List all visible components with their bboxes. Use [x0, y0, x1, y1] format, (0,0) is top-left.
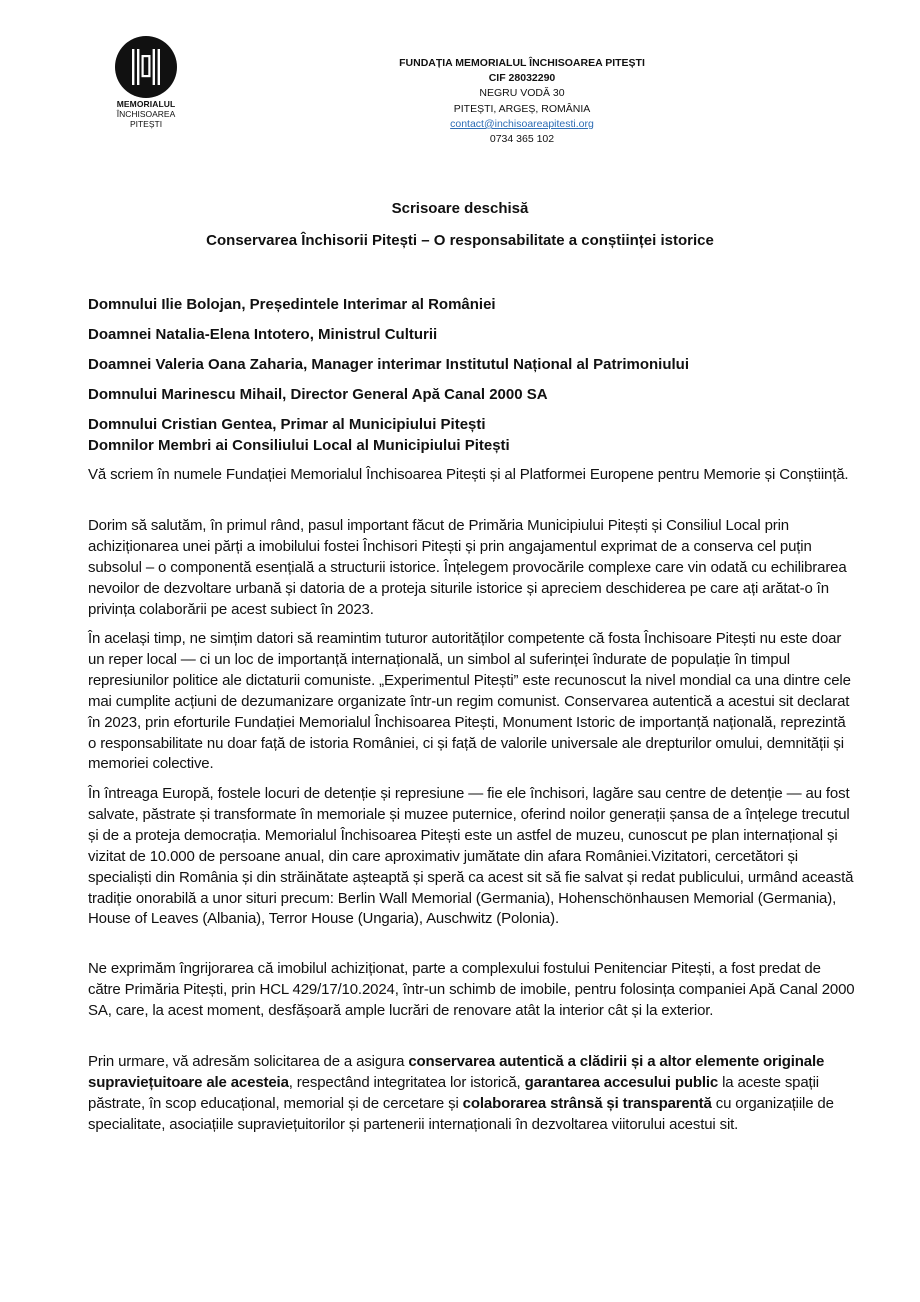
- final-emphasis: colaborarea strânsă și transparentă: [462, 1094, 712, 1112]
- letter-title: Scrisoare deschisă: [391, 200, 529, 217]
- body-paragraph-5: Ne exprimăm îngrijorarea că imobilul achiziționat, parte a complexului fostului Penitenciar Pitești, a fost predat de către Primăria Pitești, prin HCL 429/17/10.2024, într-un schimb de imobile, pentru folosința companiei Apă Canal 2000 SA, care, la acest moment, desfășoară ample lucrări de renovare atât la interior cât și la exterior.: [88, 960, 855, 1019]
- email-link[interactable]: contact@inchisoareapitesti.org: [450, 117, 594, 130]
- memorial-logo: [104, 36, 188, 129]
- prison-bars-logo-icon: [115, 36, 177, 98]
- final-emphasis: conservarea autentică a clădirii și a altor elemente originale supraviețuitoare ale acesteia: [88, 1053, 825, 1091]
- addressee: Domnului Marinescu Mihail, Director General Apă Canal 2000 SA: [88, 386, 548, 403]
- addressee: Domnilor Membri ai Consiliului Local al Municipiului Pitești: [88, 437, 510, 454]
- org-city: PITEȘTI, ARGEȘ, ROMÂNIA: [453, 102, 591, 115]
- org-name: FUNDAȚIA MEMORIALUL ÎNCHISOAREA PITEȘTI: [399, 57, 645, 69]
- body-paragraph-3: În același timp, ne simțim datori să reamintim tuturor autorităților competente că fosta Închisoare Pitești nu este doar un reper local — ci un loc de importanță internațională, un simbol al suferinței îndurate de populație în timpul represiunilor politice ale dictaturii comuniste. „Experimentul Pitești” este recunoscut la nivel mondial ca una dintre cele mai cumplite acțiuni de dezumanizare organizate într-un regim comunist. Conservarea autentică a acestui sit declarat în 2023, prin eforturile Fundației Memorialul Închisoarea Pitești, Monument Istoric de importanță națională, reprezintă o responsabilitate nu doar față de istoria României, ci și față de valorile universale ale drepturilor omului, demnității și memoriei colective.: [88, 630, 851, 773]
- letter-subtitle: Conservarea Închisorii Pitești – O responsabilitate a conștiinței istorice: [206, 232, 714, 249]
- final-text: Prin urmare, vă adresăm solicitarea de a asigura: [88, 1053, 409, 1070]
- addressee: Doamnei Natalia-Elena Intotero, Ministrul Culturii: [88, 326, 438, 343]
- final-text: la aceste spații păstrate, în scop educațional, memorial și de cercetare și: [88, 1073, 819, 1112]
- final-text: cu organizațiile de specialitate, asociațiile supraviețuitorilor și partenerii internaționali în dezvoltarea viitorului acestui sit.: [88, 1094, 834, 1133]
- addressee: Domnului Cristian Gentea, Primar al Municipiului Pitești: [88, 416, 486, 433]
- logo-text-line2: ÎNCHISOAREA PITEȘTI: [116, 109, 176, 129]
- org-cif: CIF 28032290: [488, 72, 556, 85]
- body-paragraph-1: Vă scriem în numele Fundației Memorialul Închisoarea Pitești și al Platformei Europene pentru Memorie și Conștiință.: [88, 466, 849, 483]
- addressee: Domnului Ilie Bolojan, Președintele Interimar al României: [88, 296, 496, 313]
- org-phone: 0734 365 102: [489, 133, 555, 146]
- final-emphasis: garantarea accesului public: [524, 1073, 719, 1091]
- body-paragraph-4: În întreaga Europă, fostele locuri de detenție și represiune — fie ele închisori, lagăre sau centre de detenție — au fost salvate, păstrate și transformate în memoriale și muzee puternice, oferind noilor generații șansa de a înțelege trecutul și de a proteja democrația. Memorialul Închisoarea Pitești este un astfel de muzeu, cunoscut pe plan internațional și vizitat de 10.000 de persoane anual, din care aproximativ jumătate din afara României.Vizitatori, cercetători și specialiști din România și din străinătate așteaptă și speră ca acest sit să fie salvat și redat publicului, urmând această tradiție onorabilă a unor situri precum: Berlin Wall Memorial (Germania), Hohenschönhausen Memorial (Germania), House of Leaves (Albania), Terror House (Ungaria), Auschwitz (Polonia).: [88, 785, 854, 928]
- body-paragraph-2: Dorim să salutăm, în primul rând, pasul important făcut de Primăria Municipiului Pitești și Consiliul Local prin achiziționarea unei părți a imobilului fostei Închisori Pitești și prin angajamentul exprimat de a conserva cel puțin subsolul – o componentă esențială a structurii istorice. Înțelegem provocările complexe care vin odată cu echilibrarea nevoilor de dezvoltare urbană și datoria de a proteja siturile istorice și apreciem deschiderea pe care ați arătat-o în privința colaborării pe acest subiect în 2023.: [88, 517, 847, 618]
- logo-text-line1: MEMORIALUL: [116, 99, 176, 109]
- org-street: NEGRU VODĂ 30: [479, 87, 565, 100]
- addressee: Doamnei Valeria Oana Zaharia, Manager interimar Institutul Național al Patrimoniului: [88, 356, 689, 373]
- body-paragraph-final: [88, 1052, 856, 1136]
- letterhead: [382, 56, 662, 147]
- final-text: , respectând integritatea lor istorică,: [288, 1073, 525, 1091]
